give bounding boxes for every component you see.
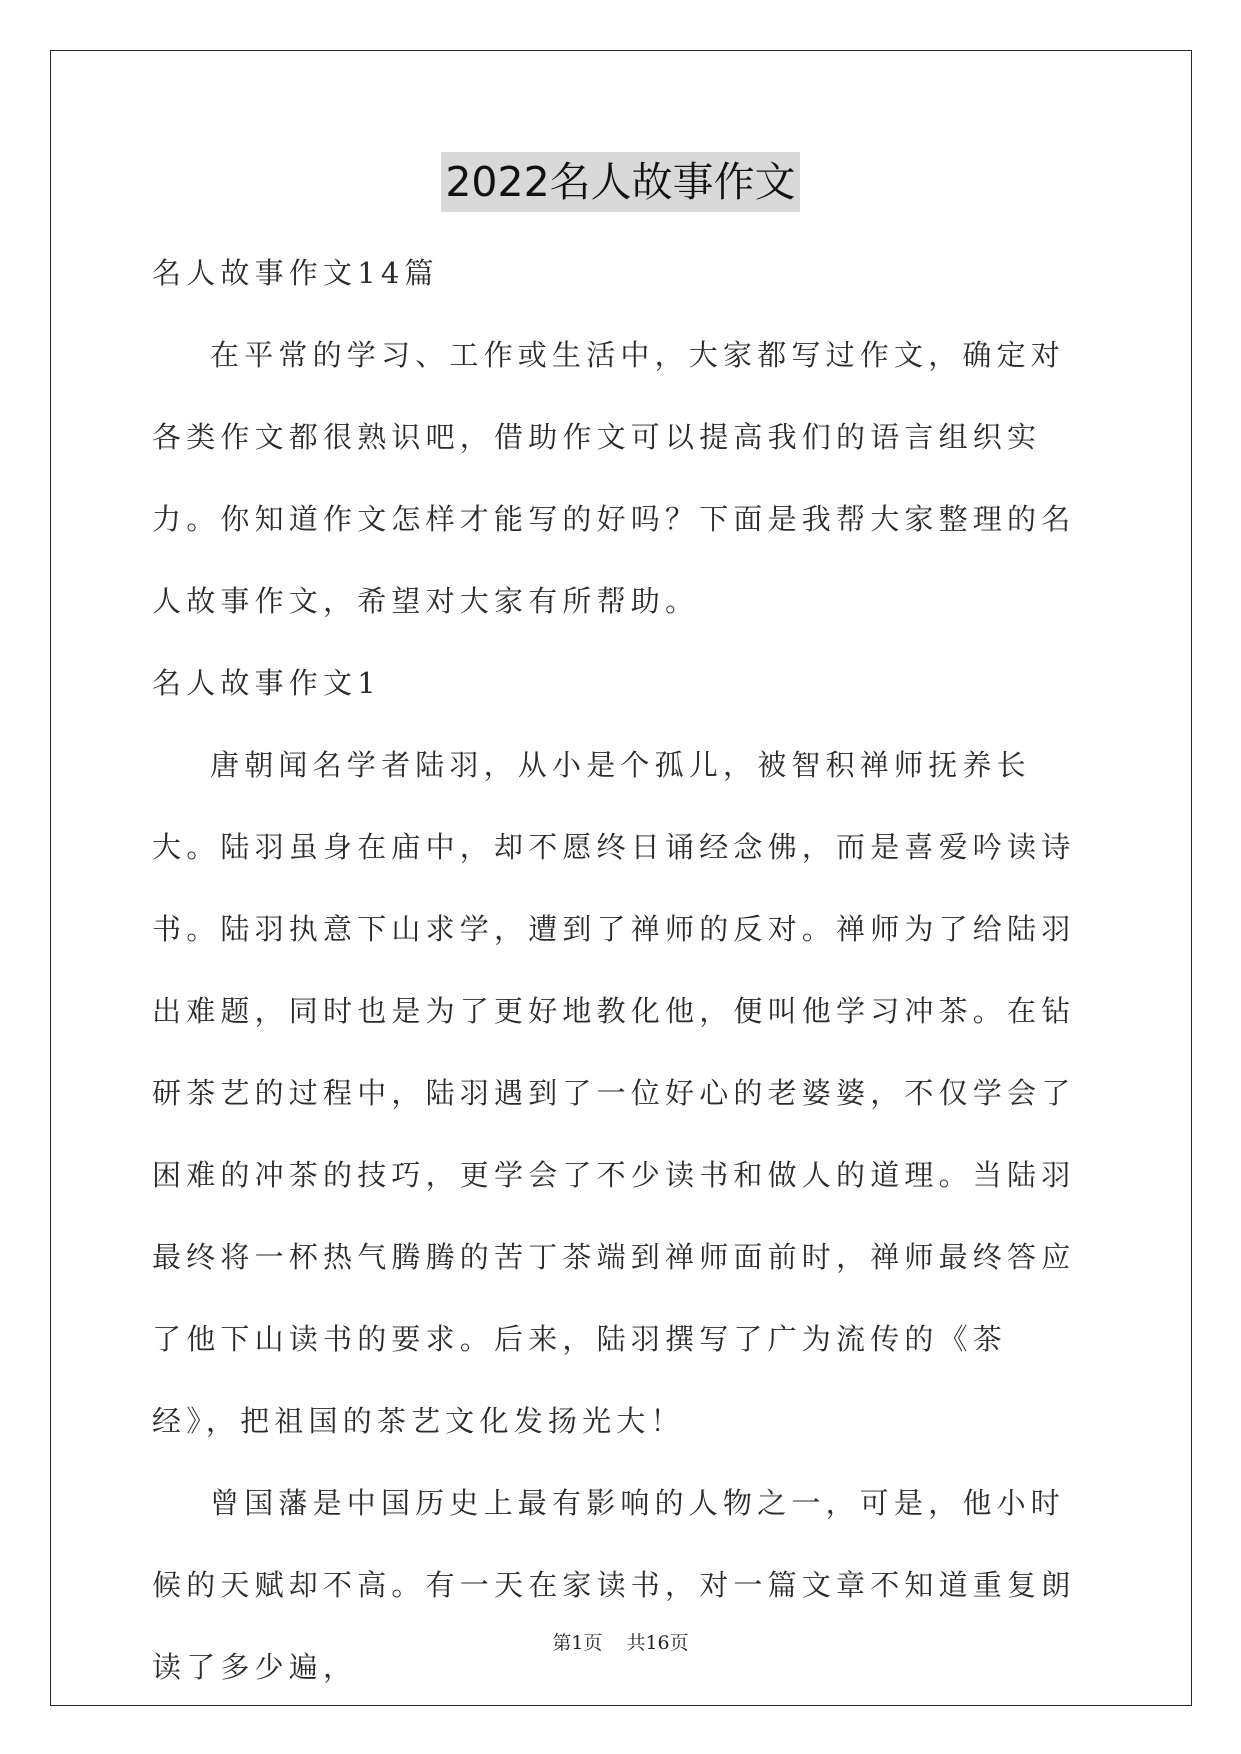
paragraph: 唐朝闻名学者陆羽，从小是个孤儿，被智积禅师抚养长大。陆羽虽身在庙中，却不愿终日诵经念佛，而是喜爱吟读诗书。陆羽执意下山求学，遭到了禅师的反对。禅师为了给陆羽出难题，同时也是为了更好地教化他，便叫他学习冲茶。在钻研茶艺的过程中，陆羽遇到了一位好心的老婆婆，不仅学会了困难的冲茶的技巧，更学会了不少读书和做人的道理。当陆羽最终将一杯热气腾腾的苦丁茶端到禅师面前时，禅师最终答应了他下山读书的要求。后来，陆羽撰写了广为流传的《茶经》，把祖国的茶艺文化发扬光大！ — [152, 748, 1076, 1438]
section-heading: 名人故事作文14篇 — [152, 256, 439, 290]
paragraph: 曾国藩是中国历史上最有影响的人物之一，可是，他小时候的天赋却不高。有一天在家读书，对一篇文章不知道重复朗读了多少遍， — [152, 1486, 1076, 1684]
document-title: 2022名人故事作文 — [441, 152, 799, 212]
page-footer — [0, 1628, 1241, 1655]
section-heading: 名人故事作文1 — [152, 666, 381, 700]
paragraph: 在平常的学习、工作或生活中，大家都写过作文，确定对各类作文都很熟识吧，借助作文可以提高我们的语言组织实力。你知道作文怎样才能写的好吗？下面是我帮大家整理的名人故事作文，希望对大家有所帮助。 — [152, 338, 1076, 618]
document-body — [152, 232, 1092, 1708]
page-number: 第1页 — [552, 1632, 603, 1654]
title-container — [0, 152, 1241, 212]
page-total: 共16页 — [626, 1632, 689, 1654]
